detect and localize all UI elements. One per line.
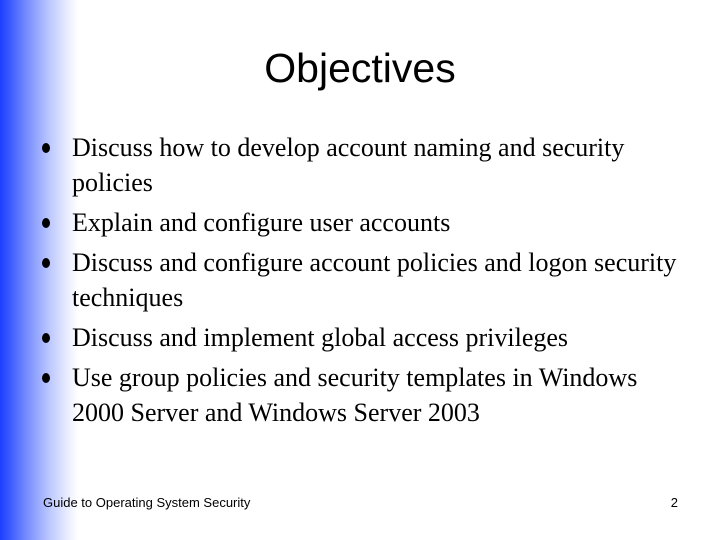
bullet-dot-icon xyxy=(42,258,50,268)
bullet-dot-icon xyxy=(42,143,50,153)
bullet-text: Explain and configure user accounts xyxy=(72,208,451,237)
page-number: 2 xyxy=(670,495,678,510)
bullet-item xyxy=(38,245,688,315)
footer-text: Guide to Operating System Security xyxy=(43,495,251,510)
bullet-list xyxy=(38,130,688,435)
bullet-dot-icon xyxy=(42,218,50,228)
bullet-text: Use group policies and security templates in Windows 2000 Server and Windows Server 2003 xyxy=(72,363,638,427)
bullet-text: Discuss and implement global access privileges xyxy=(72,323,569,352)
bullet-item xyxy=(38,320,688,355)
bullet-dot-icon xyxy=(42,333,50,343)
bullet-item xyxy=(38,130,688,200)
slide-title: Objectives xyxy=(264,45,456,91)
bullet-text: Discuss how to develop account naming and security policies xyxy=(72,133,625,197)
bullet-text: Discuss and configure account policies and logon security techniques xyxy=(72,248,677,312)
bullet-item xyxy=(38,205,688,240)
bullet-item xyxy=(38,360,688,430)
bullet-dot-icon xyxy=(42,373,50,383)
